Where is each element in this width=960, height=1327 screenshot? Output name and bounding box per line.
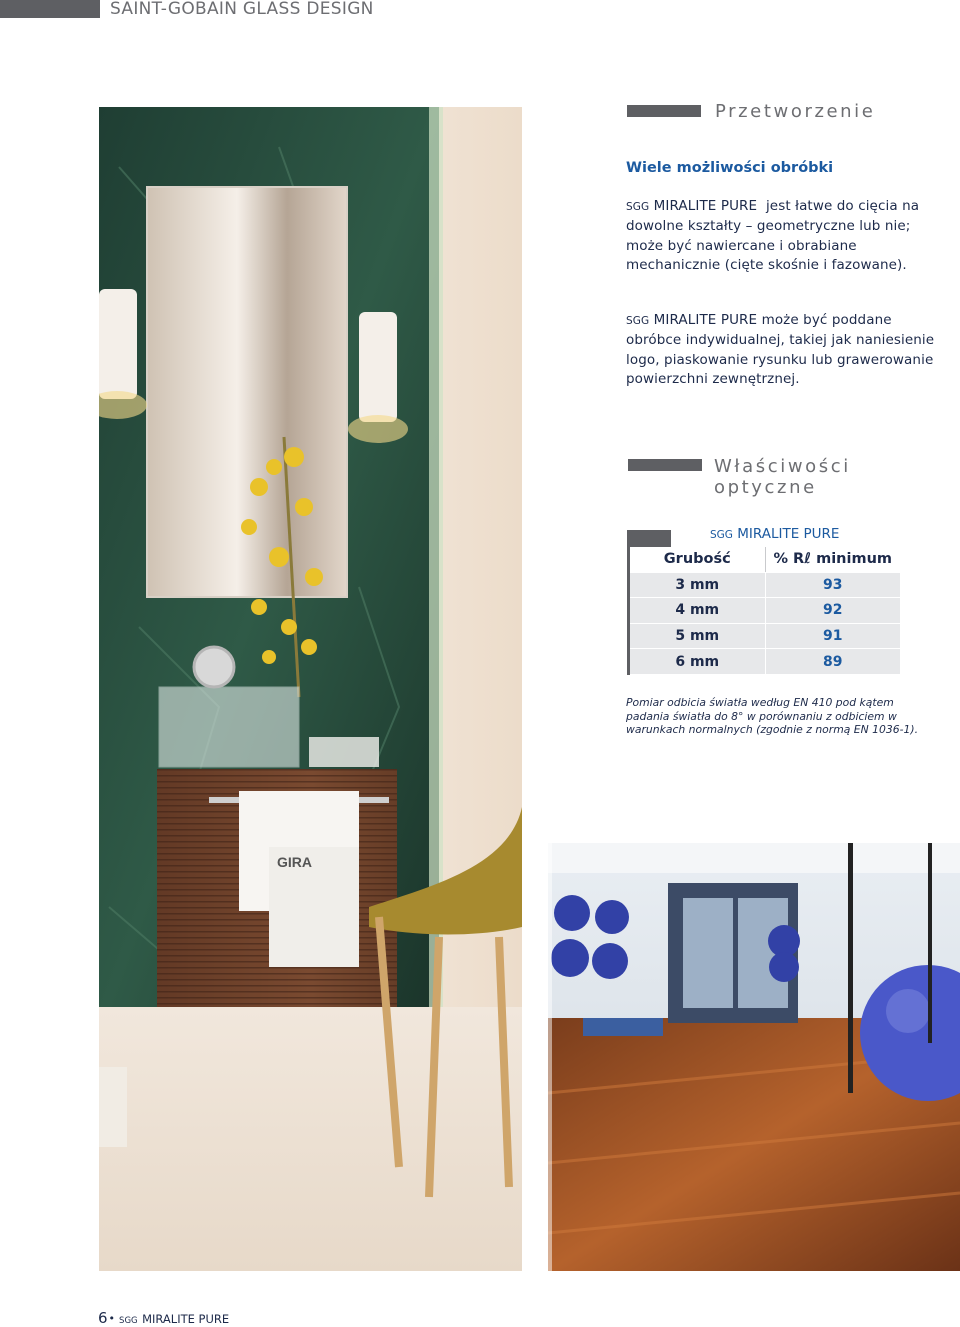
section-title-optical [714,456,851,498]
section-title-processing: Przetworzenie [715,101,876,122]
subheading-processing-options: Wiele możliwości obróbki [626,160,834,176]
table-tab [627,530,671,547]
table-cell-reflectance: 93 [766,573,901,598]
table-header-reflectance: % Rℓ minimum [766,547,901,572]
section-bar-optical [628,459,702,471]
table-cell-thickness: 4 mm [630,598,766,623]
reflectance-table [627,547,900,675]
brand-name: MIRALITE PURE [653,312,758,328]
bathroom-photo [99,107,522,1271]
brand-prefix: SGG [710,529,733,541]
table-cell-reflectance: 91 [766,624,901,649]
table-cell-thickness: 5 mm [630,624,766,649]
gym-photo [548,843,960,1271]
table-cell-reflectance: 92 [766,598,901,623]
table-header-thickness: Grubość [630,547,766,572]
footer-bullet: • [108,1312,116,1325]
towel-logo: GIRA [277,854,312,870]
measurement-note: Pomiar odbicia światła według EN 410 pod kątem padania światła do 8° w porównaniu z odbiciem w warunkach normalnych (zgodnie z normą EN 1036-1). [626,696,918,737]
table-row [630,649,900,675]
brand-name: MIRALITE PURE [737,526,840,542]
brand-prefix: SGG [626,315,650,327]
footer [98,1309,229,1327]
table-cell-reflectance: 89 [766,649,901,674]
paragraph-cutting [626,197,936,276]
table-cell-thickness: 6 mm [630,649,766,674]
table-row [630,624,900,650]
section-title-line1: Właściwości [714,456,851,477]
paragraph-text: może być poddane obróbce indywidualnej, takiej jak naniesienie logo, piaskowanie rysunku lub grawerowanie powierzchni zewnętrznej. [626,312,935,388]
footer-brand-prefix: SGG [119,1316,138,1326]
footer-brand: MIRALITE PURE [142,1312,230,1326]
header-bar [0,0,100,18]
header-title: SAINT-GOBAIN GLASS DESIGN [110,0,374,19]
page-number: 6 [98,1309,108,1327]
table-caption [710,526,839,542]
table-row [630,598,900,624]
section-bar-processing [627,105,701,117]
paragraph-text: jest łatwe do cięcia na dowolne kształty – geometryczne lub nie; może być nawiercane i obrabiane mechanicznie (cięte skośnie i fazowane). [626,198,920,274]
table-row [630,573,900,599]
section-title-line2: optyczne [714,477,817,498]
table-cell-thickness: 3 mm [630,573,766,598]
brand-prefix: SGG [626,201,650,213]
brand-name: MIRALITE PURE [653,198,758,214]
table-header-row [630,547,900,573]
paragraph-custom-processing [626,311,936,390]
